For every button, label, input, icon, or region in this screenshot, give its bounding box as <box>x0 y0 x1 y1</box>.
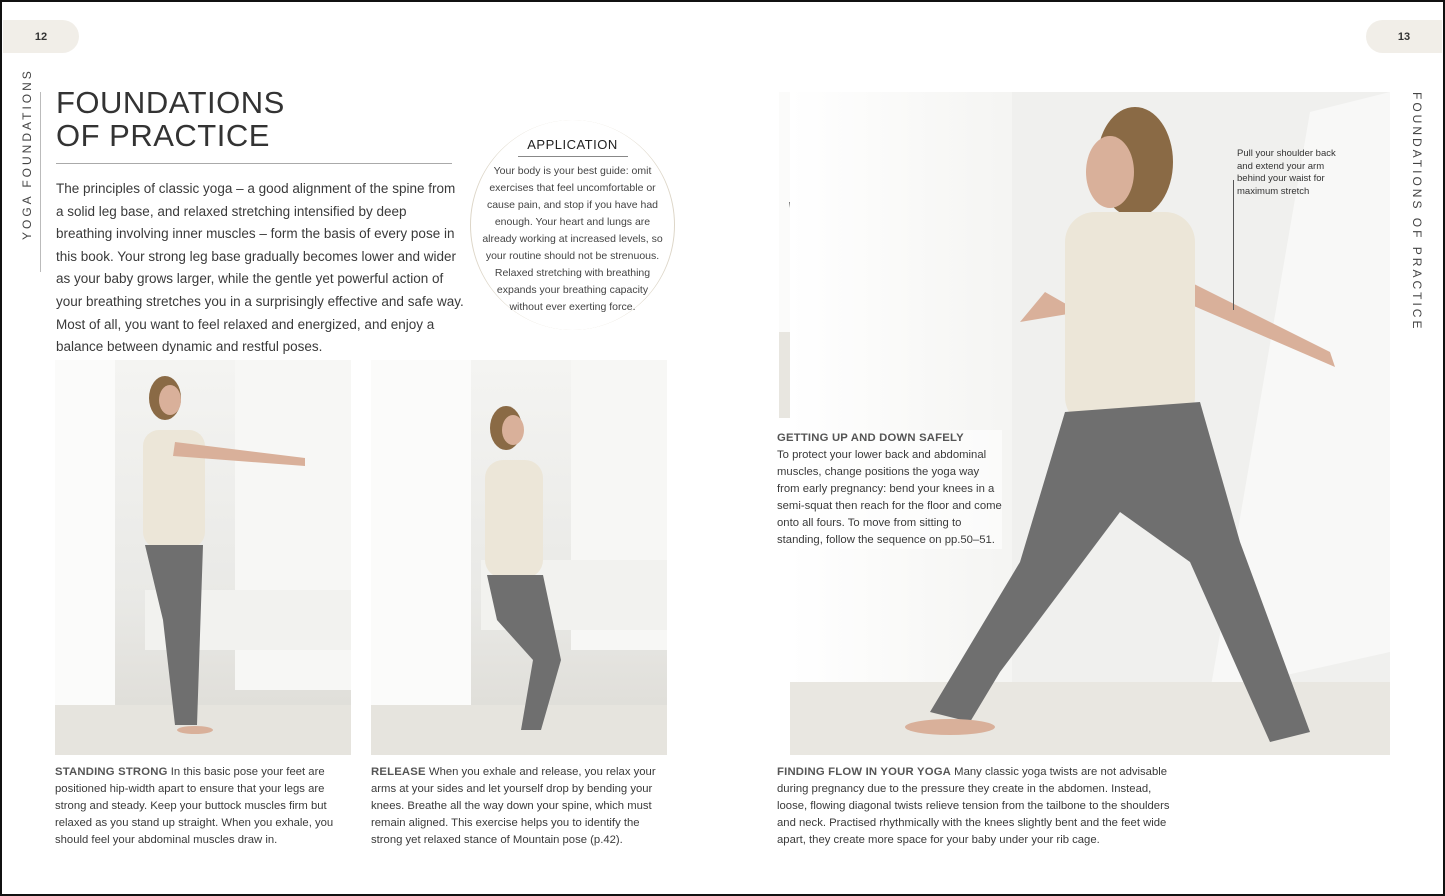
section-label-divider <box>40 92 41 272</box>
standing-figure-illustration <box>55 360 351 755</box>
shoulder-callout: Pull your shoulder back and extend your arm behind your waist for maximum stretch <box>1237 148 1336 197</box>
page-number-right: 13 <box>1366 20 1442 53</box>
caption-release <box>371 764 667 849</box>
caption-standing-strong <box>55 764 345 849</box>
application-text: Your body is your best guide: omit exercises that feel uncomfortable or cause pain, and stop if you have had enough. Your heart and lungs are already working at increased levels, so your routine should not be strenuous. Relaxed stretching with breathing expands your breathing capacity without ever exerting force. <box>482 165 663 313</box>
caption-text: When you exhale and release, you relax your arms at your sides and let yourself drop by bending your knees. Breathe all the way down your spine, which must remain aligned. This exercise helps you to identify the strong yet relaxed stance of Mountain pose (p.42). <box>371 766 656 846</box>
caption-text: To protect your lower back and abdominal muscles, change positions the yoga way from early pregnancy: bend your knees in a semi-squat then reach for the floor and come onto all fours. To move from sitting to standing, follow the sequence on pp.50–51. <box>777 449 1002 546</box>
title-line-2: OF PRACTICE <box>56 118 270 153</box>
application-heading: APPLICATION <box>518 137 628 157</box>
caption-heading: STANDING STRONG <box>55 766 168 778</box>
page-number-left: 12 <box>3 20 79 53</box>
release-figure-illustration <box>371 360 667 755</box>
caption-text: In this basic pose your feet are positioned hip-width apart to ensure that your legs are strong and steady. Keep your buttock muscles firm but relaxed as you stand up straight. When you exhale, you should feel your abdominal muscles draw in. <box>55 766 334 846</box>
caption-heading: RELEASE <box>371 766 426 778</box>
intro-paragraph: The principles of classic yoga – a good alignment of the spine from a solid leg base, and relaxed stretching intensified by deep breathing involving inner muscles – form the basis of every pose in this book. Your strong leg base gradually becomes lower and wider as your baby grows larger, while the gentle yet powerful action of your breathing stretches you in a surprisingly effective and safe way. Most of all, you want to feel relaxed and energized, and enjoy a balance between dynamic and restful poses. <box>56 181 464 355</box>
caption-heading: GETTING UP AND DOWN SAFELY <box>777 432 964 444</box>
caption-getting-up-down <box>777 430 1002 549</box>
section-label-right: FOUNDATIONS OF PRACTICE <box>1410 92 1424 332</box>
page-title <box>56 86 285 152</box>
section-label-left: YOGA FOUNDATIONS <box>20 68 34 240</box>
photo-release <box>371 360 667 755</box>
photo-standing-strong <box>55 360 351 755</box>
caption-heading: FINDING FLOW IN YOUR YOGA <box>777 766 952 778</box>
caption-finding-flow <box>777 764 1177 849</box>
title-rule <box>56 163 452 164</box>
callout-leader-line <box>1233 180 1234 310</box>
caption-text: Many classic yoga twists are not advisable during pregnancy due to the pressure they create in the abdomen. Instead, loose, flowing diagonal twists relieve tension from the tailbone to the shoulders and neck. Practised rhythmically with the knees slightly bent and the feet wide apart, they create more space for your baby under your rib cage. <box>777 766 1170 846</box>
title-line-1: FOUNDATIONS <box>56 85 285 120</box>
application-sidebar <box>470 120 675 330</box>
